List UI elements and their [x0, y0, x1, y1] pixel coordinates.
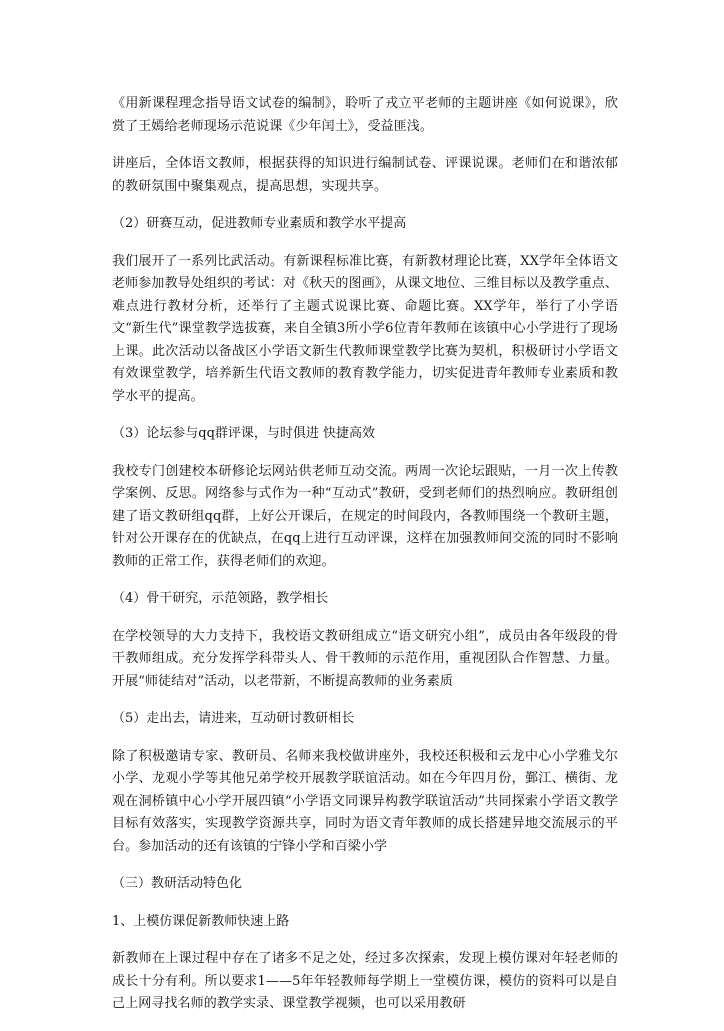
section-heading-4: （4）骨干研究，示范领路，教学相长 — [112, 591, 329, 606]
paragraph-competitions: 我们展开了一系列比武活动。有新课程标准比赛，有新教材理论比赛，XX学年全体语文老师参加教导处组织的考试：对《秋天的图画》，从课文地位、三维目标以及教学重点、难点进行教材分析，还举行了主题式说课比赛、命题比赛。XX学年，举行了小学语文“新生代”课堂教学选拔赛，来自全镇3所小学6位青年教师在该镇中心小学进行了现场上课。此次活动以备战区小学语文新生代教师课堂教学比赛为契机，积极研讨小学语文有效课堂教学，培养新生代语文教师的教育教学能力，切实促进青年教师专业素质和教学水平的提高。 — [112, 253, 618, 404]
section-heading-3: （3）论坛参与qq群评课，与时俱进 快捷高效 — [112, 426, 376, 441]
document-body — [112, 93, 618, 1031]
subsection-heading-1: 1、上模仿课促新教师快速上路 — [112, 913, 290, 929]
paragraph-forum-qq: 我校专门创建校本研修论坛网站供老师互动交流。两周一次论坛跟贴，一月一次上传教学案例、反思。网络参与式作为一种“互动式”教研，受到老师们的热烈响应。教研组创建了语文教研组qq群，上好公开课后，在规定的时间段内，各教师围绕一个教研主题，针对公开课存在的优缺点，在qq上进行互动评课，这样在加强教师间交流的同时不影响教师的正常工作，获得老师们的欢迎。 — [112, 463, 618, 569]
paragraph-imitation-class: 新教师在上课过程中存在了诸多不足之处，经过多次探索，发现上模仿课对年轻老师的成长十分有利。所以要求1——5年年轻教师每学期上一堂模仿课，模仿的资料可以是自己上网寻找名师的教学实录、课堂教学视频，也可以采用教研 — [112, 951, 618, 1011]
paragraph-exchange: 除了积极邀请专家、教研员、名师来我校做讲座外，我校还积极和云龙中心小学雅戈尔小学、龙观小学等其他兄弟学校开展教学联谊活动。如在今年四月份，鄞江、横街、龙观在洞桥镇中心小学开展四镇“小学语文同课异构教学联谊活动”共同探索小学语文教学目标有效落实，实现教学资源共享，同时为语文青年教师的成长搭建异地交流展示的平台。参加活动的还有该镇的宁锋小学和百梁小学 — [112, 748, 618, 854]
paragraph-backbone-research: 在学校领导的大力支持下，我校语文教研组成立“语文研究小组”，成员由各年级段的骨干教师组成。充分发挥学科带头人、骨干教师的示范作用，重视团队合作智慧、力量。开展“师徒结对”活动，以老带新，不断提高教师的业务素质 — [112, 628, 618, 689]
paragraph-after-lecture: 讲座后，全体语文教师，根据获得的知识进行编制试卷、评课说课。老师们在和谐浓郁的教研氛围中聚集观点，提高思想，实现共享。 — [112, 156, 618, 194]
section-heading-5: （5）走出去，请进来，互动研讨教研相长 — [112, 711, 355, 726]
paragraph-intro-continued: 《用新课程理念指导语文试卷的编制》，聆听了戎立平老师的主题讲座《如何说课》，欣赏了王嫣给老师现场示范说课《少年闰土》，受益匪浅。 — [112, 96, 618, 134]
section-heading-three: （三）教研活动特色化 — [112, 876, 243, 891]
section-heading-2: （2）研赛互动，促进教师专业素质和教学水平提高 — [112, 216, 407, 231]
